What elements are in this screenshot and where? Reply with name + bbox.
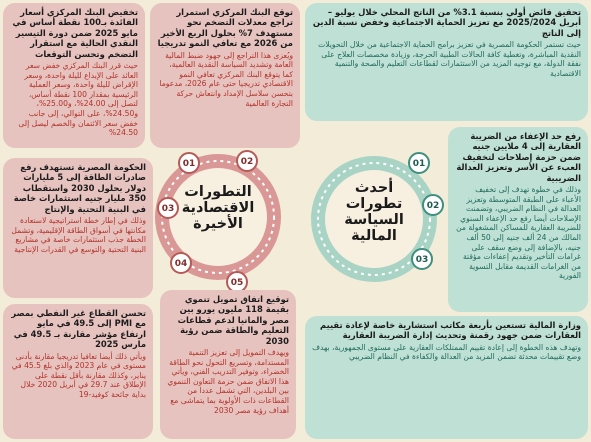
green-bubble-02: 02	[422, 194, 444, 216]
red-bubble-02: 02	[236, 150, 258, 172]
red-card-4	[3, 304, 153, 439]
red-card-1-body: حيث قرر البنك المركزي خفض سعر العائد على الإيداع لليلة واحدة، وسعر الإقراض لليلة واحدة، وسعر العملية الرئيسية بمقدار 100 نقطة أساس، لتصل إلى 24.00%، و25.00%، و24.50%، على التوالي، إلى جانب خفض سعر الائتمان والخصم ليصل إلى 24.50%	[18, 61, 138, 138]
green-bubble-03: 03	[411, 248, 433, 270]
green-card-3-headline: وزارة المالية تستعين بأربعة مكاتب استشارية خاصة لإعادة تقييم العقارات ضمن جهود رقمنة وتحديث إدارة الضريبة العقارية	[320, 320, 581, 341]
red-card-2-body: ويُعزى هذا التراجع إلى جهود ضبط المالية العامة وتشديد السياسة النقدية العالمية، كما يتوقع البنك المركزي تعافي النمو الاقتصادي تدريجيا حتى عام 2026، مدعوما بتحسن سلاسل الإمداد وانتعاش حركة التجارة العالمية	[159, 50, 293, 108]
green-card-2	[448, 127, 588, 312]
red-card-3-body: وذلك في إطار خطة استراتيجية لاستعادة مكانتها في أسواق الطاقة الإقليمية، وتشمل الخطة جذب استثمارات خاصة في مشاريع البنية التحتية والتوسع في القدرات الإنتاجية	[11, 216, 146, 254]
red-hub-title-line1: التطورات	[184, 184, 252, 200]
green-card-1-headline: تحقيق فائض أولي بنسبة 3.1% من الناتج المحلي خلال يوليو – أبريل 2025/2024 مع تعزيز الحماية الاجتماعية وخفض نسبة الدين إلى الناتج	[312, 7, 581, 38]
green-card-1-body: حيث تستمر الحكومة المصرية في تعزيز برامج الحماية الاجتماعية من خلال التحويلات النقدية المباشرة، وتغطية كافة الحالات الطبية الحرجة، وزيادة مخصصات العلاج على نفقة الدولة، مع توجيه المزيد من الاستثمارات لقطاعات التعليم والصحة والتنمية الاقتصادية	[318, 40, 581, 78]
green-hub-title	[328, 180, 420, 244]
red-bubble-03: 03	[157, 197, 179, 219]
red-bubble-05: 05	[226, 271, 248, 293]
red-card-4-headline: تحسن القطاع غير النفطي بمصر مع PMI إلى 49.5 في مايو ارتفاع مؤشر مقارنة بـ 49.5 في مارس 2025	[11, 308, 146, 350]
red-card-4-body: ويأتي ذلك أيضا تعافيا تدريجيا مقارنة بأدنى مستوى في عام 2023 والذي بلغ 45.5 في يناير، وكذلك مقارنة بأقل نقطة على الإطلاق عند 29.7 في أبريل 2020 خلال بداية جائحة كوفيد-19	[11, 351, 146, 399]
red-card-2-headline: توقع البنك المركزي استمرار تراجع معدلات التضخم نحو مستهدف 7% بحلول الربع الأخير من 2026 مع تعافي النمو تدريجيا	[157, 7, 293, 49]
green-hub-title-line2: تطورات	[345, 196, 403, 212]
red-card-2	[150, 3, 300, 148]
red-card-1-headline: تخفيض البنك المركزي أسعار الفائدة بـ100 نقطة أساس في مايو 2025 ضمن دورة التيسير النقدي الحالية مع استقرار التضخم وتحسن التوقعات	[12, 7, 138, 59]
green-hub-title-line1: أحدث	[354, 180, 394, 196]
red-card-5	[160, 290, 296, 439]
green-bubble-01: 01	[408, 152, 430, 174]
green-card-1	[305, 3, 588, 121]
red-card-3-headline: الحكومة المصرية تستهدف رفع صادرات الطاقة إلى 5 مليارات دولار بحلول 2030 واستقطاب 350 مليار جنيه استثمارات خاصة في البنية التحتية والإنتاج	[13, 162, 146, 214]
green-card-3-body: وتهدف هذه الخطوة إلى إعادة تقييم الممتلكات العقارية على مستوى الجمهورية، بهدف وضع تقييمات محدثة تضمن المزيد من العدالة والكفاءة في النظام الضريبي	[312, 342, 581, 362]
red-hub-title-line2: الاقتصادية	[181, 200, 255, 216]
red-hub-title-line3: الأخيرة	[193, 216, 243, 232]
red-bubble-01: 01	[178, 152, 200, 174]
red-card-1	[3, 3, 145, 148]
red-card-5-headline: توقيع اتفاق تمويل تنموي بقيمة 118 مليون يورو بين مصر والمانيا لدعم قطاعات التعليم والطاقة ضمن رؤية 2030	[177, 294, 289, 346]
green-card-2-headline: رفع حد الإعفاء من الضريبة العقارية إلى 4 ملايين جنيه ضمن حزمة إصلاحات لتخفيف العبء عن الأسر وتعزيز العدالة الضريبية	[456, 131, 581, 183]
green-card-3	[305, 316, 588, 439]
red-bubble-04: 04	[170, 252, 192, 274]
red-card-5-body: ويهدف التمويل إلى تعزيز التنمية المستدامة، وتسريع التحول نحو الطاقة الخضراء، وتوفير التدريب الفني، ويأتي هذا الاتفاق ضمن حزمة التعاون التنموي بين البلدين، التي تشمل عددا من القطاعات ذات الأولوية بما يتماشى مع أهداف رؤية مصر 2030	[167, 348, 289, 415]
green-card-2-body: وذلك في خطوة تهدف إلى تخفيف الأعباء على الطبقة المتوسطة وتعزيز العدالة في النظام الضريبي، وتضمنت الإصلاحات أيضا رفع حد الإعفاء السنوي للضريبة العقارية للمساكن المشغولة من المالك من 24 ألف جنيه إلى 50 ألف جنيه، بالإضافة إلى وضع سقف على غرامات التأخير وتقديم إعفاءات مؤقتة من الغرامات القديمة مقابل التسوية الفورية	[456, 185, 581, 281]
red-card-3	[3, 158, 153, 298]
green-hub-title-line3: السياسة المالية	[344, 212, 404, 244]
red-hub-title	[172, 184, 264, 232]
